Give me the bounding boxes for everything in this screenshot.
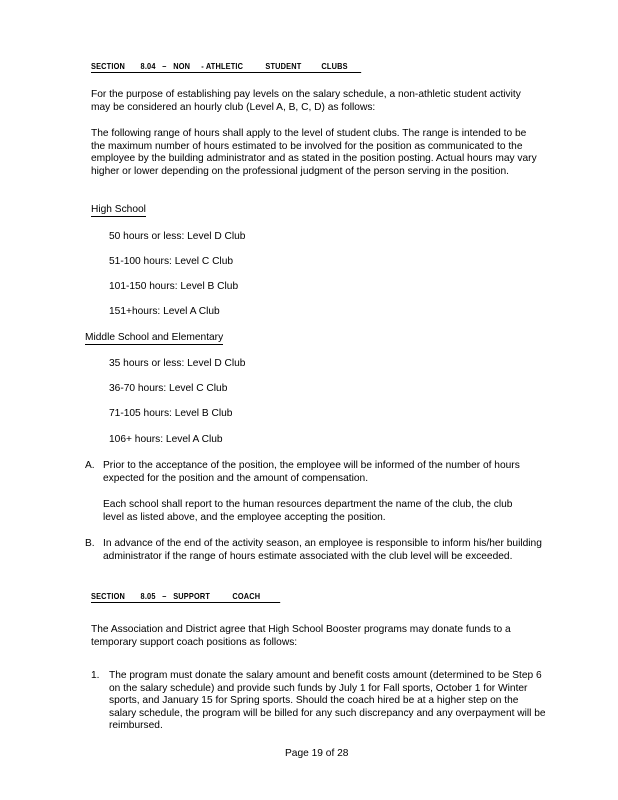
section-8-04-range-text: The following range of hours shall apply to the level of student clubs. The range is intended to be the maximum number of hours estimated to be involved for the position as communicated to the employee by the building administrator and as stated in the position posting. Actual hours may vary higher or lower depending on the professional judgment of the person serving in the position. xyxy=(91,128,537,177)
middle-school-item: 106+ hours: Level A Club xyxy=(109,434,223,445)
item-b-label: B. xyxy=(85,538,95,549)
high-school-item: 101-150 hours: Level B Club xyxy=(109,281,239,292)
high-school-item: 151+hours: Level A Club xyxy=(109,306,220,317)
item-a-text: Prior to the acceptance of the position, the employee will be informed of the number of hours expected for the position and the amount of compensation. xyxy=(103,460,520,484)
high-school-heading: High School xyxy=(91,204,146,215)
section-8-04-intro: For the purpose of establishing pay levels on the salary schedule, a non-athletic student activity may be considered an hourly club (Level A, B, C, D) as follows: xyxy=(91,89,521,113)
middle-school-heading: Middle School and Elementary xyxy=(85,332,224,343)
high-school-item: 51-100 hours: Level C Club xyxy=(109,256,234,267)
item-a-label: A. xyxy=(85,460,95,471)
section-8-05-intro: The Association and District agree that High School Booster programs may donate funds to a temporary support coach positions as follows: xyxy=(91,624,511,648)
item-1-text: The program must donate the salary amount and benefit costs amount (determined to be Step 6 on the salary schedule) and provide such funds by July 1 for Fall sports, October 1 for Winter sports, and January 15 for Spring sports. Should the coach hired be at a higher step on the salary schedule, the program will be billed for any such discrepancy and any overpayment will be reimbursed. xyxy=(109,670,546,732)
item-1-label: 1. xyxy=(91,670,100,681)
high-school-item: 50 hours or less: Level D Club xyxy=(109,231,246,242)
middle-school-item: 35 hours or less: Level D Club xyxy=(109,358,246,369)
item-a-text-2: Each school shall report to the human resources department the name of the club, the club level as listed above, and the employee accepting the position. xyxy=(103,499,513,523)
item-b-text: In advance of the end of the activity season, an employee is responsible to inform his/her building administrator if the range of hours estimate associated with the club level will be exceeded. xyxy=(103,538,542,562)
section-8-05-heading: SECTION 8.05 – SUPPORT COACH xyxy=(91,591,281,601)
section-8-04-heading: SECTION 8.04 – NON - ATHLETIC STUDENT CLUBS xyxy=(91,61,362,71)
page-number: Page 19 of 28 xyxy=(285,748,349,759)
middle-school-item: 36-70 hours: Level C Club xyxy=(109,383,228,394)
middle-school-item: 71-105 hours: Level B Club xyxy=(109,408,233,419)
